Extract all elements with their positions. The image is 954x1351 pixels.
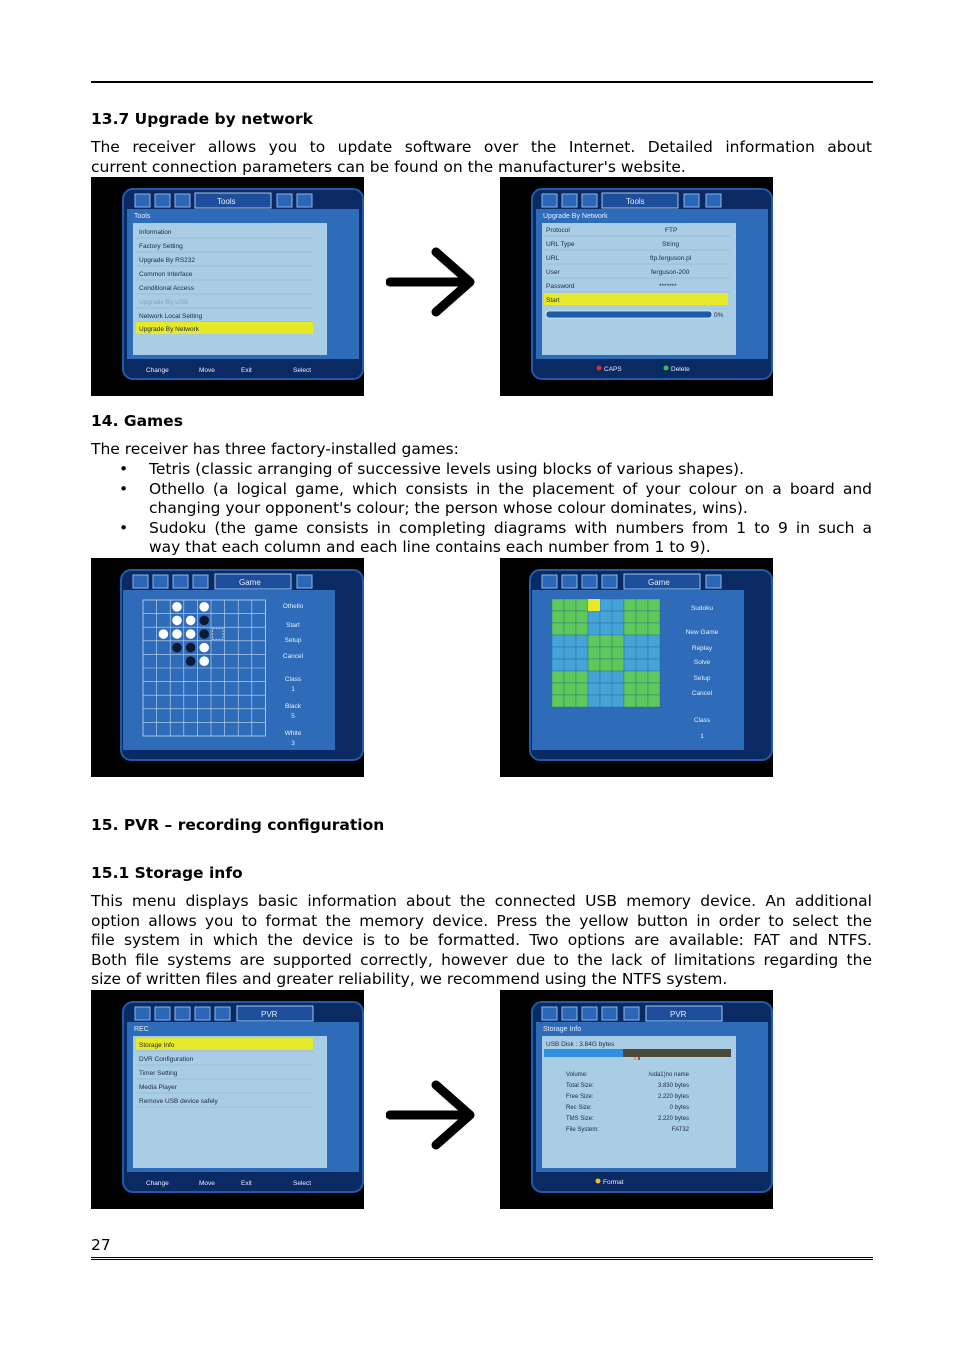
heading-storage-info: 15.1 Storage info xyxy=(91,864,243,882)
white-piece xyxy=(199,602,209,612)
sudoku-cell xyxy=(564,695,576,707)
text-line: Tetris (classic arranging of successive levels using blocks of various shapes). xyxy=(149,460,745,478)
menu-item: Remove USB device safely xyxy=(139,1098,218,1105)
white-piece xyxy=(172,602,182,612)
text-line: way that each column and each line contains each number from 1 to 9). xyxy=(149,538,711,557)
white-piece xyxy=(199,643,209,653)
menu-item: Replay xyxy=(691,645,713,652)
sudoku-cell xyxy=(552,659,564,671)
disk-usage-fill xyxy=(544,1049,623,1057)
sudoku-cell xyxy=(612,647,624,659)
sudoku-cell xyxy=(576,623,588,635)
footer-label: CAPS xyxy=(604,366,622,373)
sudoku-cell xyxy=(576,647,588,659)
header-rule xyxy=(91,81,873,83)
tab-label: PVR xyxy=(261,1010,278,1019)
bullet: • xyxy=(119,518,129,537)
text-line: This menu displays basic information about the connected USB memory device. An additional xyxy=(91,892,872,910)
sudoku-cell xyxy=(588,647,600,659)
sudoku-cell xyxy=(612,599,624,611)
sudoku-cell xyxy=(648,659,660,671)
sudoku-cell xyxy=(552,695,564,707)
sudoku-cell xyxy=(624,695,636,707)
sudoku-cell xyxy=(636,599,648,611)
sudoku-cell xyxy=(588,671,600,683)
page-number: 27 xyxy=(91,1236,111,1254)
screen-title: Upgrade By Network xyxy=(543,213,608,220)
sudoku-cell xyxy=(636,695,648,707)
footer-label: Move xyxy=(199,1180,215,1187)
footer-label: Delete xyxy=(671,366,690,373)
menu-item: White xyxy=(284,730,302,737)
sudoku-cell xyxy=(588,683,600,695)
sudoku-cell xyxy=(600,659,612,671)
menu-item: Black xyxy=(285,703,301,710)
sudoku-cell xyxy=(552,599,564,611)
sudoku-cell xyxy=(564,623,576,635)
sudoku-cell xyxy=(648,683,660,695)
white-piece xyxy=(172,629,182,639)
sudoku-cell xyxy=(612,611,624,623)
info-label: Total Size: xyxy=(566,1083,594,1089)
sudoku-board xyxy=(552,599,660,707)
sudoku-cell xyxy=(576,683,588,695)
tab-label: Game xyxy=(648,578,670,587)
sudoku-cell xyxy=(588,659,600,671)
green-button-icon xyxy=(664,366,669,371)
menu-item: Upgrade By RS232 xyxy=(139,257,196,264)
sudoku-cell xyxy=(624,635,636,647)
footer-label: Change xyxy=(146,367,169,374)
menu-item: Cancel xyxy=(691,690,713,697)
sudoku-cell xyxy=(564,671,576,683)
sudoku-cell xyxy=(600,611,612,623)
footer-label: Move xyxy=(199,367,215,374)
sudoku-cell xyxy=(624,659,636,671)
sudoku-cell xyxy=(648,671,660,683)
heading-upgrade-by-network: 13.7 Upgrade by network xyxy=(91,110,313,128)
menu-value: 1 xyxy=(291,686,295,693)
list-item xyxy=(91,480,872,519)
info-value: 2.220 bytes xyxy=(657,1116,689,1122)
sudoku-cell xyxy=(552,611,564,623)
sudoku-cell xyxy=(552,671,564,683)
info-value: 3.830 bytes xyxy=(657,1083,689,1089)
menu-value: 1 xyxy=(700,733,704,740)
sudoku-cell xyxy=(636,659,648,671)
sudoku-cell xyxy=(600,683,612,695)
info-value: 0 bytes xyxy=(669,1105,689,1111)
sudoku-cell xyxy=(564,611,576,623)
paragraph-storage xyxy=(91,892,872,990)
list-item xyxy=(91,460,872,480)
menu-item: Upgrade By USB xyxy=(139,299,189,306)
sudoku-cell xyxy=(552,647,564,659)
info-label: Free Size: xyxy=(566,1094,594,1100)
text-line: changing your opponent's colour; the person whose colour dominates, wins). xyxy=(149,499,748,518)
menu-value: 5 xyxy=(291,713,295,720)
setting-label: URL xyxy=(546,255,560,262)
sudoku-cell xyxy=(612,623,624,635)
game-title: Sudoku xyxy=(690,605,714,612)
sudoku-cell xyxy=(600,671,612,683)
sudoku-cell xyxy=(612,659,624,671)
footer-label: Exit xyxy=(241,367,252,374)
menu-value: 3 xyxy=(291,740,295,747)
black-piece xyxy=(199,616,209,626)
sudoku-cell xyxy=(624,599,636,611)
sudoku-cell xyxy=(624,623,636,635)
sudoku-cell xyxy=(648,599,660,611)
sudoku-cell xyxy=(636,683,648,695)
sudoku-cell xyxy=(600,695,612,707)
sudoku-cell xyxy=(588,695,600,707)
sudoku-cell xyxy=(624,683,636,695)
footer-label: Select xyxy=(293,1180,312,1187)
sudoku-cell xyxy=(636,647,648,659)
footer-rule xyxy=(91,1257,873,1260)
sudoku-cell xyxy=(576,659,588,671)
text-line: current connection parameters can be found on the manufacturer's website. xyxy=(91,157,686,176)
footer-label: Exit xyxy=(241,1180,252,1187)
sudoku-cell xyxy=(576,695,588,707)
sudoku-cell xyxy=(576,635,588,647)
footer-label: Format xyxy=(603,1179,624,1186)
sudoku-cell xyxy=(576,671,588,683)
setting-value: ******* xyxy=(659,283,677,290)
sudoku-cell xyxy=(564,647,576,659)
menu-item: Information xyxy=(139,229,172,236)
setting-value: ftp.ferguson.pl xyxy=(650,255,692,262)
screenshot-othello xyxy=(91,558,364,777)
sudoku-cell xyxy=(648,647,660,659)
white-piece xyxy=(199,656,209,666)
menu-item: Cancel xyxy=(282,653,304,660)
menu-item: Setup xyxy=(284,637,302,644)
setting-label: URL Type xyxy=(546,241,575,248)
white-piece xyxy=(186,629,196,639)
sudoku-cell xyxy=(636,623,648,635)
info-value: FAT32 xyxy=(671,1127,689,1133)
sudoku-cell xyxy=(600,599,612,611)
screenshot-storage-info xyxy=(500,990,773,1209)
arrow-right-icon xyxy=(386,1077,478,1153)
text-line: Othello (a logical game, which consists in the placement of your colour on a board and xyxy=(149,479,872,498)
sudoku-cell xyxy=(588,635,600,647)
games-list xyxy=(91,460,872,558)
screenshot-upgrade-by-network xyxy=(500,177,773,396)
setting-value: ferguson-200 xyxy=(651,269,690,276)
menu-item: New Game xyxy=(685,629,719,636)
setting-label: User xyxy=(546,269,560,276)
sudoku-cell xyxy=(648,695,660,707)
menu-item: Setup xyxy=(693,675,711,682)
sudoku-cursor xyxy=(588,599,600,611)
setting-label: Password xyxy=(546,283,575,290)
sudoku-cell xyxy=(648,623,660,635)
progress-bar xyxy=(546,311,712,318)
tab-label: Tools xyxy=(626,197,645,206)
menu-item: Timer Setting xyxy=(139,1070,178,1077)
sudoku-cell xyxy=(636,671,648,683)
info-label: File System: xyxy=(566,1127,600,1133)
setting-value: String xyxy=(662,241,679,248)
heading-pvr: 15. PVR – recording configuration xyxy=(91,816,385,834)
info-label: Rec Size: xyxy=(566,1105,592,1111)
text-line: Both file systems are supported correctly, however due to the lack of limitations regarding the xyxy=(91,950,872,969)
sudoku-cell xyxy=(636,611,648,623)
yellow-button-icon xyxy=(596,1179,601,1184)
white-piece xyxy=(159,629,169,639)
footer-label: Select xyxy=(293,367,312,374)
tab-label: Game xyxy=(239,578,261,587)
arrow-right-icon xyxy=(386,244,478,320)
white-piece xyxy=(186,616,196,626)
sudoku-cell xyxy=(552,635,564,647)
info-value: 2.220 bytes xyxy=(657,1094,689,1100)
sudoku-cell xyxy=(564,599,576,611)
sudoku-cell xyxy=(624,611,636,623)
white-piece xyxy=(172,616,182,626)
text-line: file system in which the device is to be formatted. Two options are available: FAT and NTFS. xyxy=(91,931,872,950)
text-line: Sudoku (the game consists in completing diagrams with numbers from 1 to 9 in such a xyxy=(149,518,872,537)
sudoku-cell xyxy=(576,611,588,623)
sudoku-cell xyxy=(552,683,564,695)
games-intro xyxy=(91,440,872,460)
list-item xyxy=(91,519,872,558)
sudoku-cell xyxy=(612,695,624,707)
sudoku-cell xyxy=(600,623,612,635)
disk-label: USB Disk : 3.84G bytes xyxy=(546,1041,615,1048)
sudoku-cell xyxy=(612,683,624,695)
sudoku-cell xyxy=(648,635,660,647)
progress-label: 0% xyxy=(714,312,724,319)
sudoku-cell xyxy=(648,611,660,623)
black-piece xyxy=(172,643,182,653)
sudoku-cell xyxy=(624,671,636,683)
red-button-icon xyxy=(597,366,602,371)
menu-item-selected: Upgrade By Network xyxy=(139,326,199,333)
menu-item: Network Local Setting xyxy=(139,313,203,320)
sudoku-cell xyxy=(576,599,588,611)
menu-item: Solve xyxy=(693,659,711,666)
tab-label: Tools xyxy=(217,197,236,206)
bullet: • xyxy=(119,460,129,478)
sudoku-cell xyxy=(612,671,624,683)
setting-value: FTP xyxy=(665,227,678,234)
info-value: /uda1)no name xyxy=(648,1072,689,1078)
sudoku-cell xyxy=(564,683,576,695)
text-line: The receiver has three factory-installed games: xyxy=(91,440,459,458)
menu-item: Media Player xyxy=(139,1084,177,1091)
screen-title: REC xyxy=(134,1026,149,1033)
sudoku-cell xyxy=(552,623,564,635)
setting-label: Protocol xyxy=(546,227,570,234)
screenshot-rec-menu xyxy=(91,990,364,1209)
info-label: Volume: xyxy=(566,1072,588,1078)
menu-item: Class xyxy=(284,676,302,683)
sudoku-cell xyxy=(588,611,600,623)
sudoku-cell xyxy=(624,647,636,659)
screen-title: Storage Info xyxy=(543,1026,582,1033)
screen-title: Tools xyxy=(134,213,151,220)
text-line: The receiver allows you to update software over the Internet. Detailed information about xyxy=(91,138,872,156)
menu-item: Start xyxy=(286,622,300,629)
info-label: TMS Size: xyxy=(566,1116,594,1122)
menu-item-selected: Storage Info xyxy=(139,1042,175,1049)
tab-label: PVR xyxy=(670,1010,687,1019)
screenshot-tools-menu xyxy=(91,177,364,396)
black-piece xyxy=(186,643,196,653)
text-line: size of written files and greater reliability, we recommend using the NTFS system. xyxy=(91,970,728,989)
sudoku-cell xyxy=(600,647,612,659)
sudoku-cell xyxy=(612,635,624,647)
sudoku-cell xyxy=(564,635,576,647)
sudoku-cell xyxy=(564,659,576,671)
menu-item: Conditional Access xyxy=(139,285,194,292)
paragraph-upgrade xyxy=(91,138,872,177)
footer-label: Change xyxy=(146,1180,169,1187)
start-option: Start xyxy=(546,297,560,304)
screenshot-sudoku xyxy=(500,558,773,777)
sudoku-cell xyxy=(636,635,648,647)
heading-games: 14. Games xyxy=(91,412,183,430)
othello-board xyxy=(143,600,265,736)
bullet: • xyxy=(119,479,129,498)
sudoku-cell xyxy=(588,623,600,635)
black-piece xyxy=(186,656,196,666)
sudoku-cell xyxy=(600,635,612,647)
menu-item: Factory Setting xyxy=(139,243,183,250)
menu-item: DVR Configuration xyxy=(139,1056,194,1063)
text-line: option allows you to format the memory device. Press the yellow button in order to select the xyxy=(91,911,872,930)
black-piece xyxy=(199,629,209,639)
game-title: Othello xyxy=(282,603,304,610)
menu-item: Class xyxy=(693,717,711,724)
menu-item: Common Interface xyxy=(139,271,193,278)
